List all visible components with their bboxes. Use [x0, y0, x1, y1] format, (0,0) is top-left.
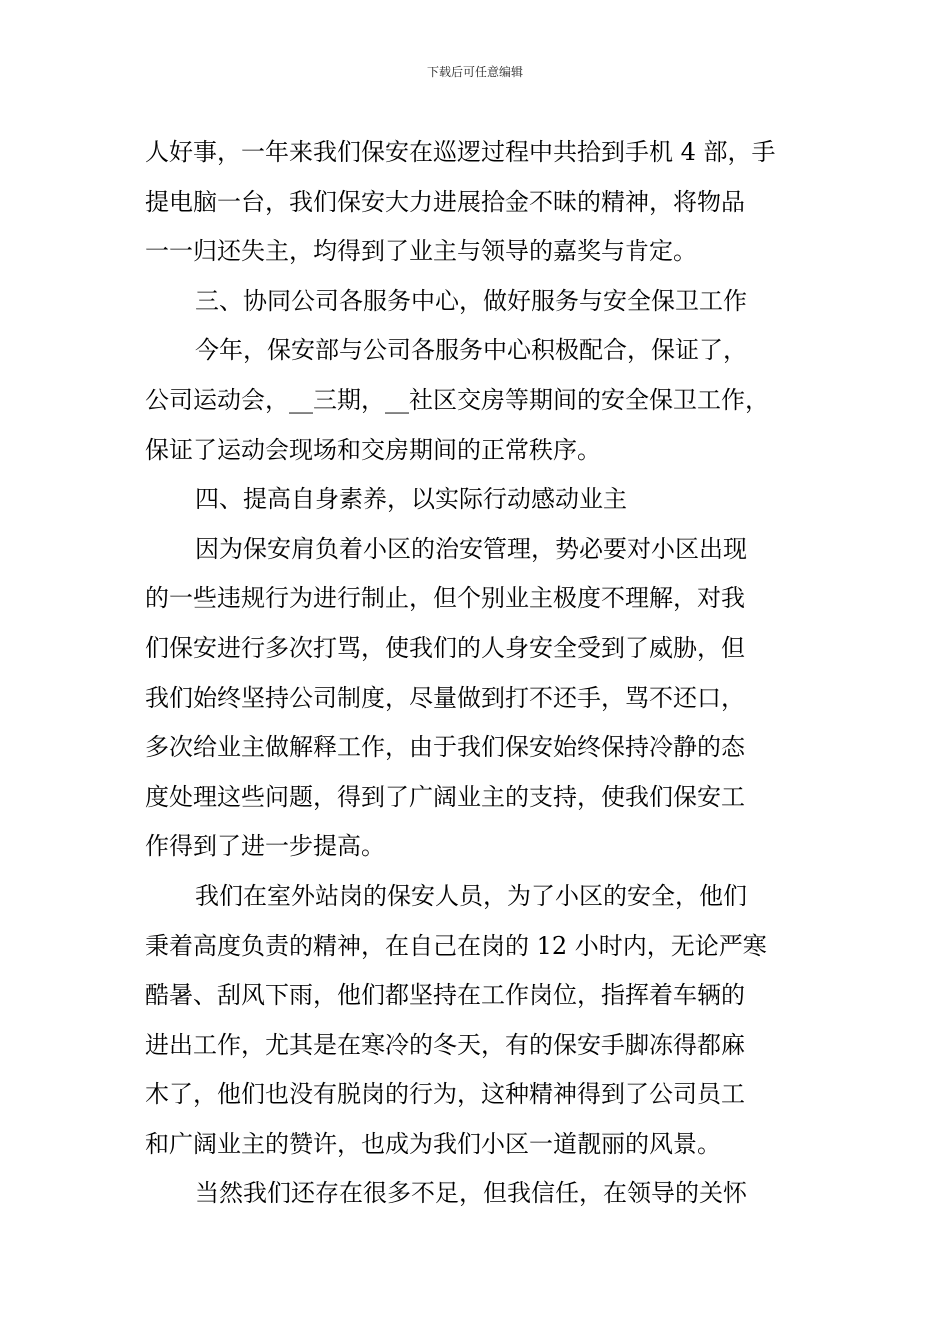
text-line: 的一些违规行为进行制止，但个别业主极度不理解，对我 — [145, 584, 745, 613]
text-line: 人好事，一年来我们保安在巡逻过程中共拾到手机 4 部，手 — [145, 138, 776, 166]
text-line: 作得到了进一步提高。 — [145, 832, 385, 861]
paragraph-start: 因为保安肩负着小区的治安管理，势必要对小区出现 — [195, 534, 747, 563]
text-line: 保证了运动会现场和交房期间的正常秩序。 — [145, 435, 601, 464]
document-body — [145, 128, 820, 1219]
text-line: 们保安进行多次打骂，使我们的人身安全受到了威胁，但 — [145, 633, 745, 662]
paragraph-start: 当然我们还存在很多不足，但我信任，在领导的关怀 — [195, 1179, 747, 1208]
text-line: 多次给业主做解释工作，由于我们保安始终保持冷静的态 — [145, 733, 745, 762]
section-heading-3: 三、协同公司各服务中心，做好服务与安全保卫工作 — [195, 286, 747, 315]
text-line: 一一归还失主，均得到了业主与领导的嘉奖与肯定。 — [145, 237, 697, 266]
text-line: 秉着高度负责的精神，在自己在岗的 12 小时内，无论严寒 — [145, 931, 767, 960]
paragraph-start: 今年，保安部与公司各服务中心积极配合，保证了， — [195, 336, 747, 365]
text-line: 木了，他们也没有脱岗的行为，这种精神得到了公司员工 — [145, 1080, 745, 1109]
text-line: 进出工作，尤其是在寒冷的冬天，有的保安手脚冻得都麻 — [145, 1030, 745, 1059]
text-line: 提电脑一台，我们保安大力进展拾金不昧的精神，将物品 — [145, 187, 745, 216]
text-line: 酷暑、刮风下雨，他们都坚持在工作岗位，指挥着车辆的 — [145, 981, 745, 1010]
paragraph-start: 我们在室外站岗的保安人员，为了小区的安全，他们 — [195, 881, 747, 910]
text-line: 公司运动会，__三期，__社区交房等期间的安全保卫工作， — [145, 385, 769, 414]
text-line: 我们始终坚持公司制度，尽量做到打不还手，骂不还口， — [145, 683, 745, 712]
text-line: 和广阔业主的赞许，也成为我们小区一道靓丽的风景。 — [145, 1129, 721, 1158]
text-line: 度处理这些问题，得到了广阔业主的支持，使我们保安工 — [145, 782, 745, 811]
page-header-note: 下载后可任意编辑 — [426, 65, 523, 79]
section-heading-4: 四、提高自身素养，以实际行动感动业主 — [195, 485, 627, 514]
